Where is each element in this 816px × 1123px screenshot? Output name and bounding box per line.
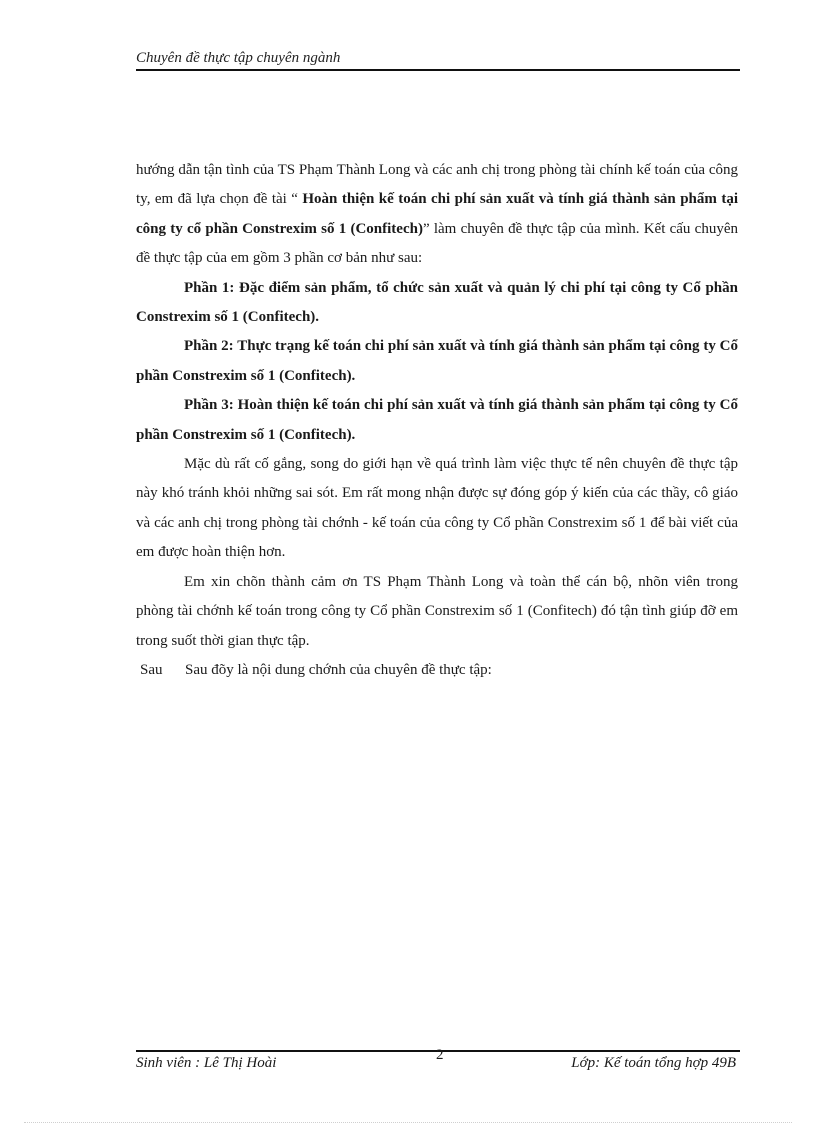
header-title: Chuyên đề thực tập chuyên ngành: [136, 50, 341, 66]
intro-text-end: ” làm chuyên đề thực tập của mình. Kết cấu chuyên đề thực tập của em gồm 3 phần cơ bản như sau:: [136, 220, 738, 267]
page-number: 2: [436, 1047, 444, 1063]
page-footer: [136, 1047, 740, 1080]
part-1-heading: [136, 274, 738, 333]
part-1-text: Phần 1: Đặc điểm sản phẩm, tổ chức sản xuất và quản lý chi phí tại công ty Cổ phần Constrexim số 1 (Confitech).: [136, 279, 738, 326]
final-line-text: Sau đõy là nội dung chớnh của chuyên đề thực tập:: [185, 661, 492, 678]
intro-text-start: hướng dẫn tận tình của TS Phạm Thành Long và các anh chị trong phòng tài chính kế toán của công ty, em đã lựa chọn đề tài “: [136, 162, 738, 208]
final-line: [136, 656, 738, 685]
document-body: [136, 156, 738, 685]
part-3-heading: [136, 391, 738, 450]
student-name: Sinh viên : Lê Thị Hoài: [136, 1055, 277, 1071]
page-header: [136, 48, 740, 70]
class-label: Lớp: Kế toán tổng hợp 49B: [571, 1055, 736, 1071]
intro-paragraph: [136, 156, 738, 274]
part-2-heading: [136, 332, 738, 391]
thanks-paragraph: Em xin chõn thành cảm ơn TS Phạm Thành Long và toàn thể cán bộ, nhõn viên trong phòng tài chớnh kế toán trong công ty Cổ phần Constrexim số 1 (Confitech) đó tận tình giúp đỡ em trong suốt thời gian thực tập.: [136, 573, 738, 649]
part-3-text: Phần 3: Hoàn thiện kế toán chi phí sản xuất và tính giá thành sản phẩm tại công ty Cổ phần Constrexim số 1 (Confitech).: [136, 397, 738, 443]
header-divider: [136, 69, 740, 71]
thesis-title: Hoàn thiện kế toán chi phí sản xuất và tính giá thành sản phẩm tại công ty cổ phần Constrexim số 1 (Confitech): [136, 191, 738, 237]
part-2-text: Phần 2: Thực trạng kế toán chi phí sản xuất và tính giá thành sản phẩm tại công ty Cổ phần Constrexim số 1 (Confitech).: [136, 338, 738, 384]
apology-paragraph: Mặc dù rất cố gắng, song do giới hạn về quá trình làm việc thực tế nên chuyên đề thực tập này khó tránh khỏi những sai sót. Em rất mong nhận được sự đóng góp ý kiến của các thầy, cô giáo và các anh chị trong phòng tài chớnh - kế toán của công ty Cổ phần Constrexim số 1 để bài viết của em được hoàn thiện hơn.: [136, 456, 738, 561]
final-prefix: Sau: [140, 661, 163, 678]
